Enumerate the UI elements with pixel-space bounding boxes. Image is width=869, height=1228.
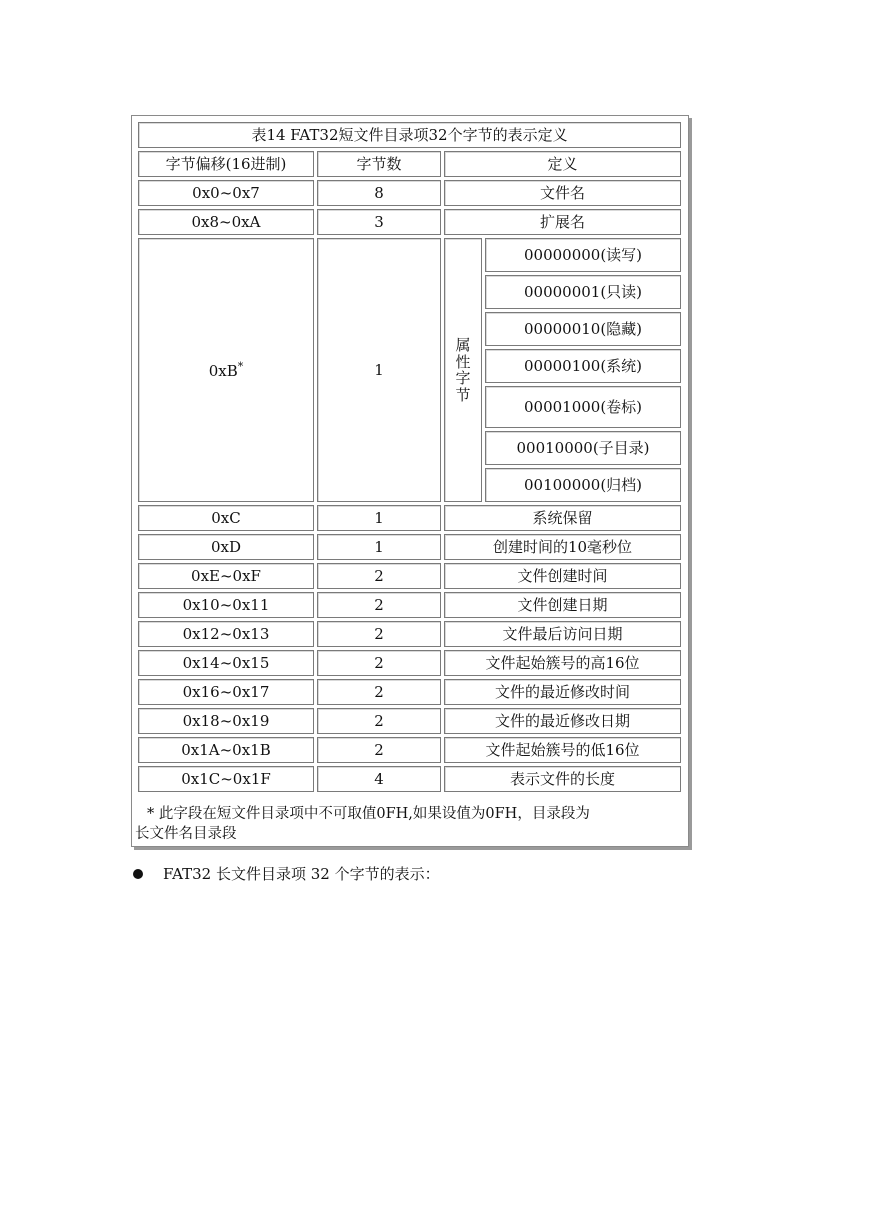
cell-offset-attr: [138, 238, 314, 502]
cell-definition: 文件创建日期: [444, 592, 681, 618]
attr-label-char: 性: [455, 352, 471, 371]
attr-value: 00000001(只读): [485, 275, 681, 309]
table-header-row: [138, 151, 681, 177]
table-row: [138, 180, 681, 206]
table-row: [138, 737, 681, 763]
cell-count: 1: [317, 505, 441, 531]
attr-offset-footnote-mark: *: [237, 359, 244, 373]
bullet-dot-icon: [133, 869, 143, 879]
cell-offset: 0xC: [138, 505, 314, 531]
cell-offset: 0x14~0x15: [138, 650, 314, 676]
table-row: [138, 708, 681, 734]
cell-offset: 0x10~0x11: [138, 592, 314, 618]
attr-label-char: 属: [455, 336, 471, 354]
table-row: [138, 505, 681, 531]
cell-offset: 0x12~0x13: [138, 621, 314, 647]
table-row: [138, 679, 681, 705]
cell-count: 8: [317, 180, 441, 206]
cell-definition: 文件最后访问日期: [444, 621, 681, 647]
cell-offset: 0x8~0xA: [138, 209, 314, 235]
table-row: [138, 766, 681, 792]
table-row: [138, 534, 681, 560]
cell-count: 2: [317, 708, 441, 734]
cell-count: 2: [317, 592, 441, 618]
table-row: [138, 563, 681, 589]
cell-definition: 文件的最近修改日期: [444, 708, 681, 734]
footnote-line-1: * 此字段在短文件目录项中不可取值0FH,如果设值为0FH，目录段为: [147, 806, 590, 822]
cell-count: 2: [317, 621, 441, 647]
table-footnote: [135, 804, 681, 844]
cell-count: 4: [317, 766, 441, 792]
table-row: [138, 650, 681, 676]
header-definition: 定义: [444, 151, 681, 177]
bullet-item: [133, 863, 440, 884]
footnote-line-2: 长文件名目录段: [135, 826, 237, 842]
cell-definition: 扩展名: [444, 209, 681, 235]
attr-group-label: [444, 238, 482, 502]
cell-offset: 0x18~0x19: [138, 708, 314, 734]
bullet-text: FAT32 长文件目录项 32 个字节的表示：: [163, 865, 440, 883]
cell-count: 3: [317, 209, 441, 235]
attr-value: 00010000(子目录): [485, 431, 681, 465]
attr-label-char: 字: [455, 369, 471, 387]
header-count: 字节数: [317, 151, 441, 177]
cell-offset: 0x1C~0x1F: [138, 766, 314, 792]
header-offset: 字节偏移(16进制): [138, 151, 314, 177]
table-row: [138, 621, 681, 647]
cell-definition: 文件起始簇号的低16位: [444, 737, 681, 763]
attr-offset-text: 0xB: [208, 361, 238, 380]
cell-offset: 0x0~0x7: [138, 180, 314, 206]
cell-count-attr: 1: [317, 238, 441, 502]
cell-count: 2: [317, 737, 441, 763]
attr-value: 00100000(归档): [485, 468, 681, 502]
cell-count: 2: [317, 650, 441, 676]
attr-value: 00001000(卷标): [485, 386, 681, 428]
fat32-short-entry-table: [135, 119, 684, 795]
table-title: 表14 FAT32短文件目录项32个字节的表示定义: [138, 122, 681, 148]
cell-definition: 创建时间的10毫秒位: [444, 534, 681, 560]
table-row: [138, 209, 681, 235]
cell-definition: 系统保留: [444, 505, 681, 531]
cell-offset: 0xE~0xF: [138, 563, 314, 589]
table-figure: [131, 115, 689, 847]
table-row: [138, 592, 681, 618]
attr-value: 00000010(隐藏): [485, 312, 681, 346]
cell-definition: 表示文件的长度: [444, 766, 681, 792]
cell-offset: 0x16~0x17: [138, 679, 314, 705]
attr-label-char: 节: [455, 385, 471, 404]
cell-definition: 文件创建时间: [444, 563, 681, 589]
attr-value: 00000100(系统): [485, 349, 681, 383]
cell-definition: 文件的最近修改时间: [444, 679, 681, 705]
attr-value: 00000000(读写): [485, 238, 681, 272]
cell-definition: 文件名: [444, 180, 681, 206]
cell-count: 1: [317, 534, 441, 560]
cell-offset: 0x1A~0x1B: [138, 737, 314, 763]
cell-count: 2: [317, 679, 441, 705]
cell-definition: 文件起始簇号的高16位: [444, 650, 681, 676]
cell-offset: 0xD: [138, 534, 314, 560]
cell-count: 2: [317, 563, 441, 589]
